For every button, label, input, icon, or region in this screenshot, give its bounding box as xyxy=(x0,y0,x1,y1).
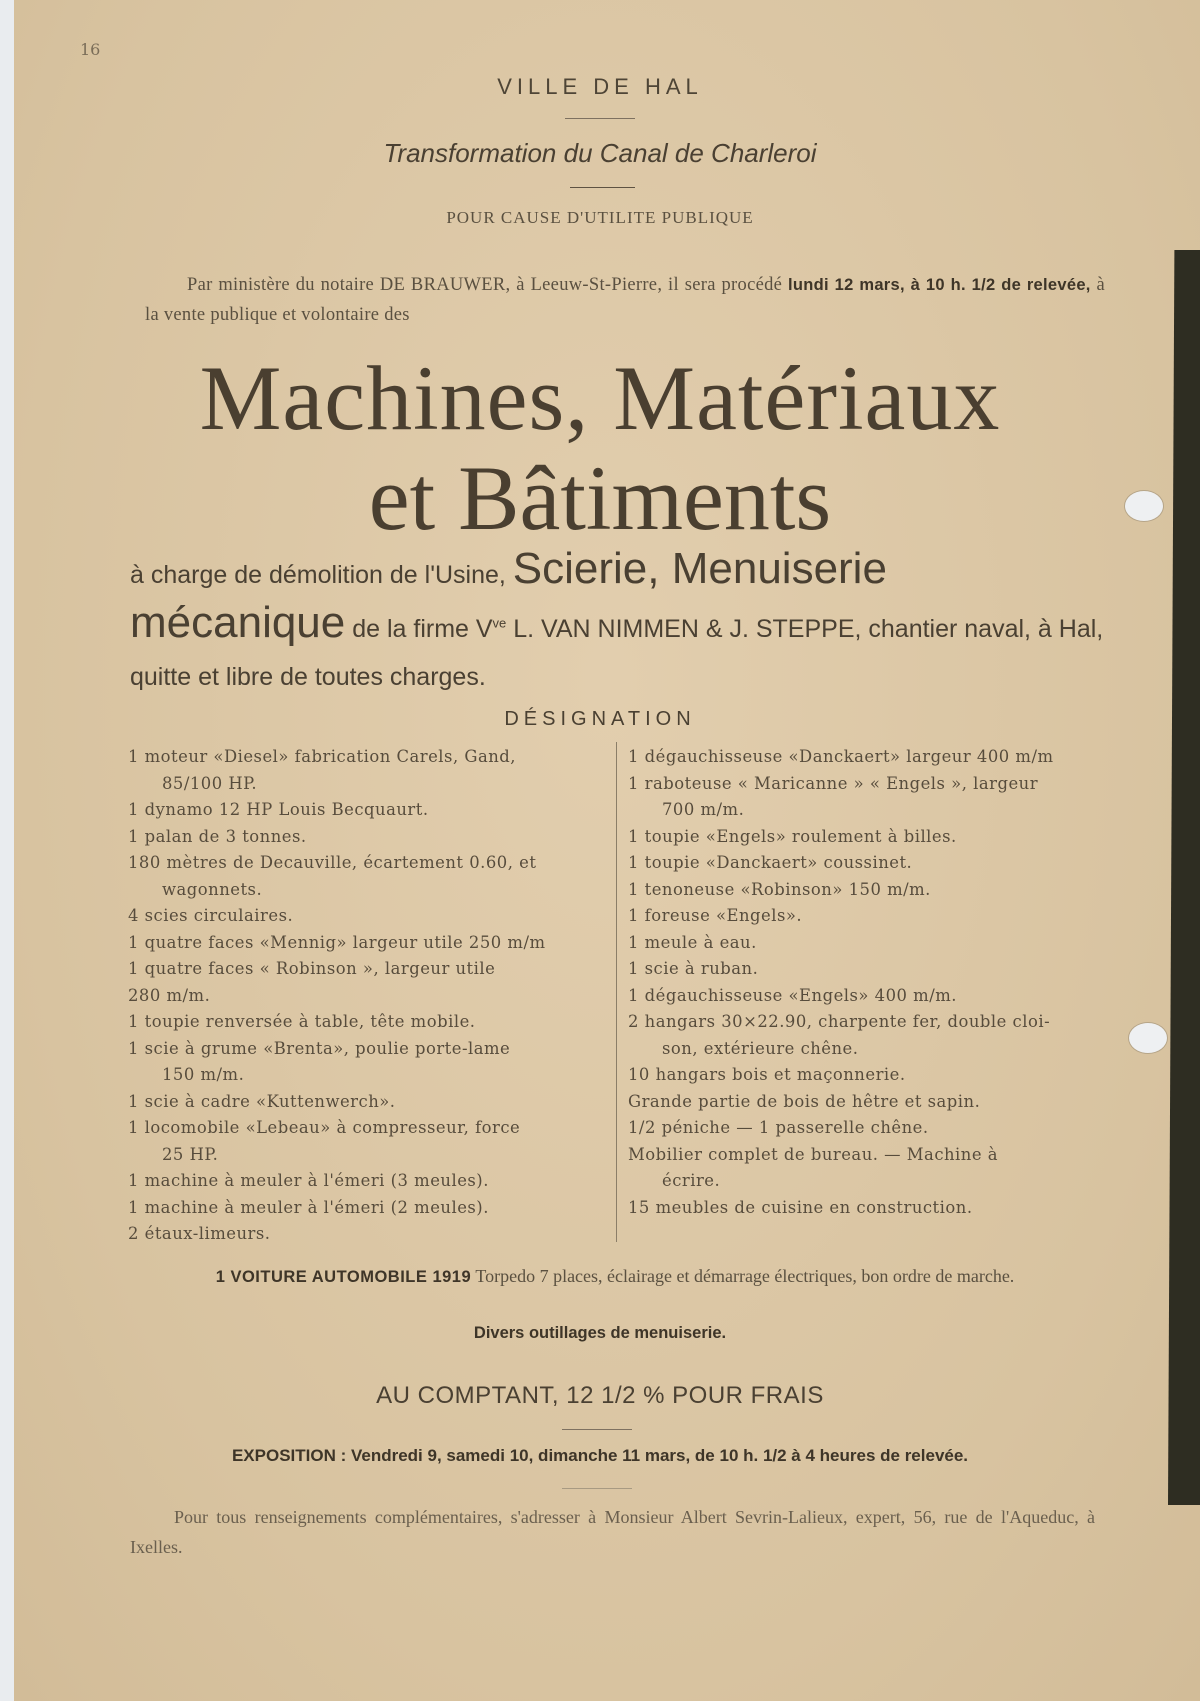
designation-item xyxy=(128,824,604,851)
item-text: 1 meule à eau. xyxy=(628,932,757,952)
charge-text: L. VAN NIMMEN & J. STEPPE, chantier naval, à Hal, quitte et libre de toutes charges. xyxy=(130,615,1104,691)
item-continuation: 700 m/m. xyxy=(662,800,745,819)
voiture-text: Torpedo 7 places, éclairage et démarrage électriques, bon ordre de marche. xyxy=(471,1266,1015,1286)
item-text: 1 raboteuse « Maricanne » « Engels », largeur xyxy=(628,773,1039,793)
designation-item xyxy=(128,956,604,1009)
designation-item xyxy=(128,1115,604,1168)
designation-item xyxy=(128,850,604,903)
column-divider xyxy=(616,742,617,1242)
designation-item xyxy=(628,1062,1108,1089)
item-text: 1 palan de 3 tonnes. xyxy=(128,826,307,846)
charge-text: à charge de démolition de l'Usine, xyxy=(130,561,513,589)
intro-text: Par ministère du notaire DE BRAUWER, à Leeuw-St-Pierre, il sera procédé xyxy=(187,275,788,295)
item-text: 10 hangars bois et maçonnerie. xyxy=(628,1065,906,1084)
designation-item xyxy=(628,771,1108,824)
designation-item xyxy=(628,1009,1108,1062)
designation-item xyxy=(628,930,1108,957)
item-continuation: 150 m/m. xyxy=(162,1065,245,1084)
item-text: Mobilier complet de bureau. — Machine à xyxy=(628,1144,999,1164)
item-text: 1 machine à meuler à l'émeri (3 meules). xyxy=(128,1171,489,1190)
item-text: 1 toupie renversée à table, tête mobile. xyxy=(128,1012,476,1031)
designation-item xyxy=(128,1195,604,1222)
designation-item xyxy=(128,903,604,930)
divider xyxy=(562,1429,632,1430)
designation-left-column xyxy=(128,744,604,1248)
designation-item xyxy=(128,930,604,957)
designation-item xyxy=(628,824,1108,851)
item-continuation: 280 m/m. xyxy=(128,985,211,1005)
designation-item xyxy=(128,744,604,797)
divider xyxy=(565,118,635,119)
item-text: 1/2 péniche — 1 passerelle chêne. xyxy=(628,1118,929,1137)
item-text: 1 quatre faces «Mennig» largeur utile 250 m/m xyxy=(128,932,546,952)
headline-line-1: Machines, Matériaux xyxy=(199,347,1001,449)
item-continuation: son, extérieure chêne. xyxy=(662,1038,859,1058)
designation-heading: DÉSIGNATION xyxy=(504,708,696,730)
item-text: 1 tenoneuse «Robinson» 150 m/m. xyxy=(628,879,931,899)
superscript: ve xyxy=(492,615,507,631)
intro-paragraph xyxy=(145,270,1105,330)
divider xyxy=(562,1488,632,1489)
designation-right-column xyxy=(628,744,1108,1221)
item-text: 1 scie à ruban. xyxy=(628,959,759,978)
contact-paragraph: Pour tous renseignements complémentaires, s'adresser à Monsieur Albert Sevrin-Lalieux, expert, 56, rue de l'Aqueduc, à Ixelles. xyxy=(130,1507,1095,1557)
cause-line: POUR CAUSE D'UTILITE PUBLIQUE xyxy=(446,208,754,227)
item-continuation: wagonnets. xyxy=(162,879,263,899)
charge-text: de la firme V xyxy=(345,615,493,643)
item-text: 1 dégauchisseuse «Engels» 400 m/m. xyxy=(628,985,957,1005)
designation-item xyxy=(128,1009,604,1036)
item-text: 1 dynamo 12 HP Louis Becquaurt. xyxy=(128,800,429,819)
item-text: 180 mètres de Decauville, écartement 0.60, et xyxy=(128,853,537,872)
item-text: 15 meubles de cuisine en construction. xyxy=(628,1197,973,1217)
subtitle: Transformation du Canal de Charleroi xyxy=(383,138,817,168)
item-continuation: 85/100 HP. xyxy=(162,773,258,793)
designation-item xyxy=(628,877,1108,904)
designation-item xyxy=(128,797,604,824)
punch-hole-bottom xyxy=(1128,1022,1168,1054)
item-text: 1 dégauchisseuse «Danckaert» largeur 400 m/m xyxy=(628,747,1054,766)
designation-item xyxy=(628,903,1108,930)
item-text: 2 hangars 30×22.90, charpente fer, double cloi- xyxy=(628,1012,1051,1031)
item-text: 1 toupie «Danckaert» coussinet. xyxy=(628,853,913,872)
item-text: 1 locomobile «Lebeau» à compresseur, force xyxy=(128,1118,521,1137)
page-number: 16 xyxy=(80,40,101,59)
item-text: Grande partie de bois de hêtre et sapin. xyxy=(628,1091,981,1111)
designation-item xyxy=(128,1168,604,1195)
designation-item xyxy=(628,1195,1108,1222)
charge-paragraph xyxy=(130,545,1110,701)
charge-large: Scierie, Menuiserie mécanique xyxy=(130,544,887,647)
item-continuation: 25 HP. xyxy=(162,1144,219,1164)
item-text: 1 machine à meuler à l'émeri (2 meules). xyxy=(128,1197,489,1217)
city-heading: VILLE DE HAL xyxy=(497,74,703,99)
item-text: 1 scie à grume «Brenta», poulie porte-lame xyxy=(128,1038,511,1058)
intro-text-end: à la vente publique et volontaire des xyxy=(145,275,1106,325)
item-text: 1 foreuse «Engels». xyxy=(628,906,803,925)
payment-terms: AU COMPTANT, 12 1/2 % POUR FRAIS xyxy=(376,1382,824,1409)
designation-item xyxy=(128,1036,604,1089)
voiture-title: 1 VOITURE AUTOMOBILE 1919 xyxy=(215,1268,472,1286)
item-text: 4 scies circulaires. xyxy=(128,906,294,925)
intro-date: lundi 12 mars, à 10 h. 1/2 de relevée, xyxy=(787,276,1091,294)
designation-item xyxy=(628,1089,1108,1116)
designation-item xyxy=(628,1142,1108,1195)
item-text: 1 toupie «Engels» roulement à billes. xyxy=(628,826,957,846)
item-text: 1 quatre faces « Robinson », largeur utile xyxy=(128,959,496,978)
voiture-paragraph xyxy=(135,1262,1095,1291)
designation-item xyxy=(128,1089,604,1116)
item-continuation: écrire. xyxy=(662,1171,721,1190)
exposition-line: EXPOSITION : Vendredi 9, samedi 10, dimanche 11 mars, de 10 h. 1/2 à 4 heures de relevée. xyxy=(231,1446,969,1465)
divers-line: Divers outillages de menuiserie. xyxy=(473,1324,727,1342)
designation-item xyxy=(628,983,1108,1010)
designation-item xyxy=(628,850,1108,877)
item-text: 2 étaux-limeurs. xyxy=(128,1224,271,1243)
designation-item xyxy=(128,1221,604,1248)
item-text: 1 moteur «Diesel» fabrication Carels, Gand, xyxy=(128,747,517,766)
designation-item xyxy=(628,744,1108,771)
headline-line-2: et Bâtiments xyxy=(368,447,832,549)
item-text: 1 scie à cadre «Kuttenwerch». xyxy=(128,1091,396,1111)
divider xyxy=(570,187,635,188)
designation-item xyxy=(628,956,1108,983)
designation-item xyxy=(628,1115,1108,1142)
